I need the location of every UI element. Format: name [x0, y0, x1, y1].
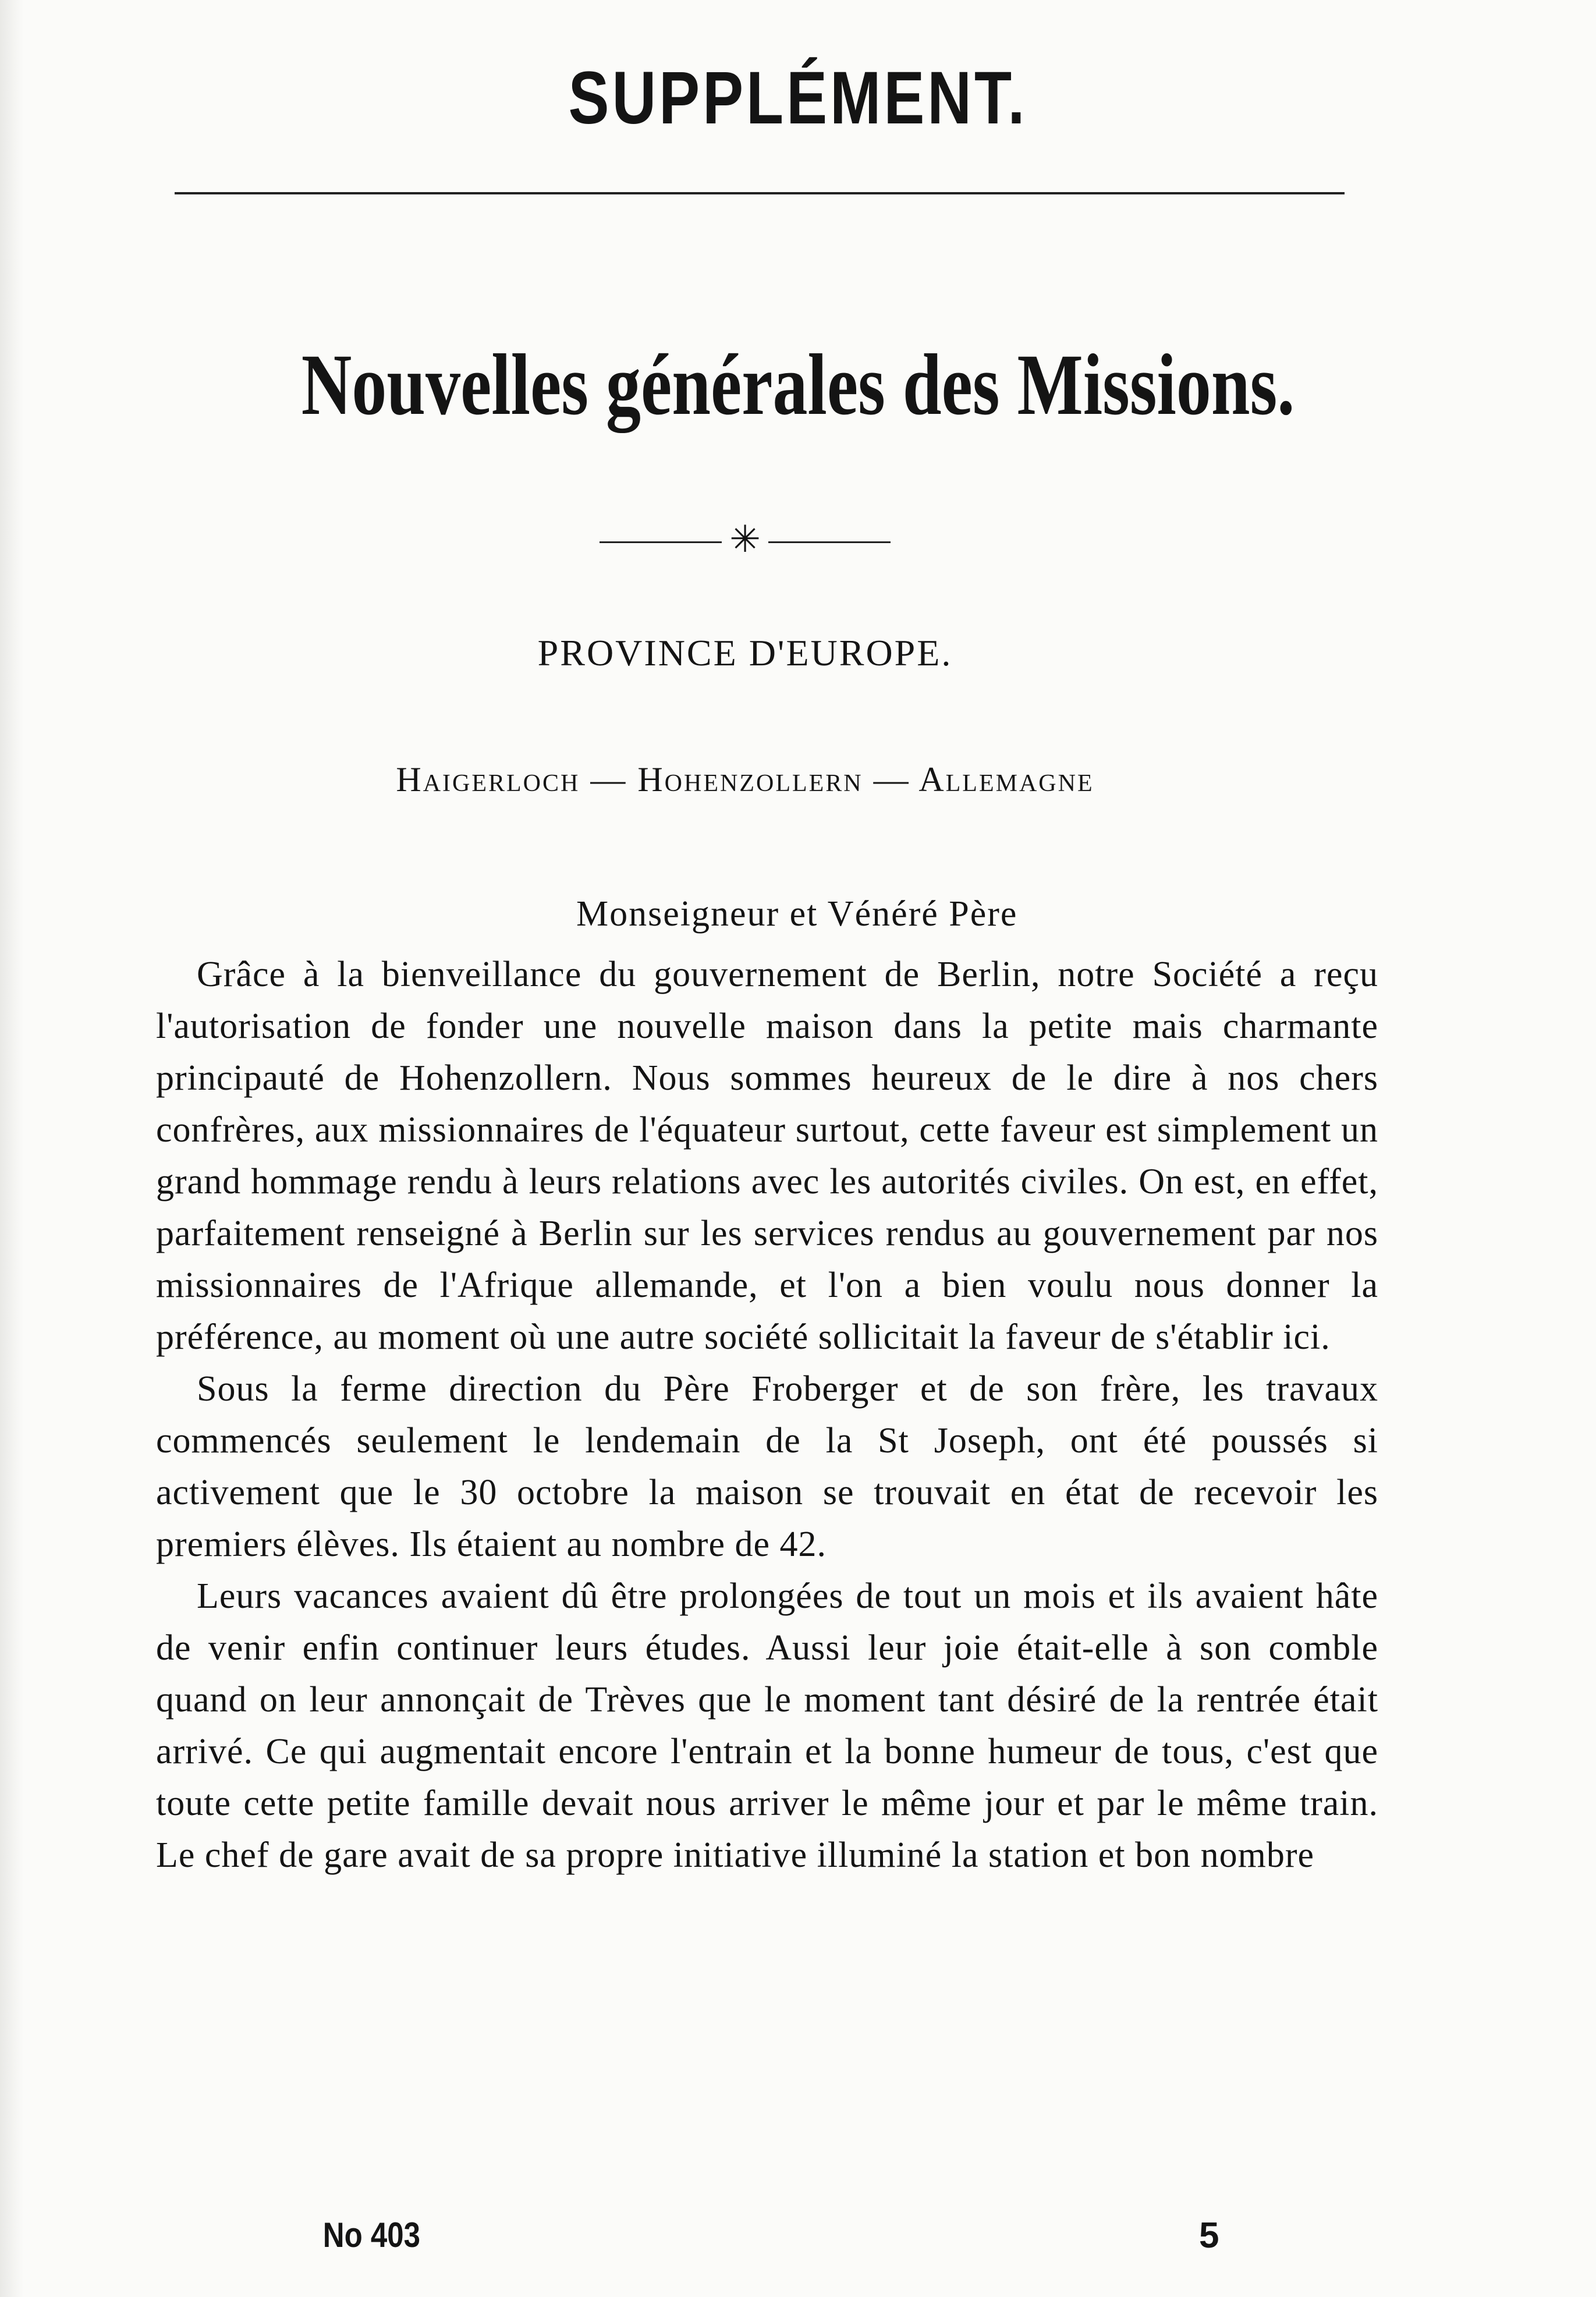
- paragraph: Grâce à la bienveillance du gouvernement de Berlin, notre Société a reçu l'autorisation de fonder une nouvelle maison dans la petite mais charmante principauté de Hohenzollern. Nous sommes heureux de le dire à nos chers confrères, aux missionnaires de l'équateur surtout, cette faveur est simplement un grand hommage rendu à leurs relations avec les autorités civiles. On est, en effet, parfaitement renseigné à Berlin sur les services rendus au gouvernement par nos missionnaires de l'Afrique allemande, et l'on a bien voulu nous donner la préférence, au moment où une autre société sollicitait la faveur de s'établir ici.: [156, 955, 1378, 1357]
- issue-number: No 403: [322, 2216, 421, 2255]
- ornament-rule-right: [768, 541, 891, 543]
- supplement-heading: SUPPLÉMENT.: [568, 56, 1028, 140]
- header-rule: [175, 192, 1345, 194]
- letter-body: [156, 949, 1378, 1881]
- section-ornament: [600, 519, 891, 560]
- letter-salutation: Monseigneur et Vénéré Père: [576, 894, 1018, 934]
- main-title: Nouvelles générales des Missions.: [301, 336, 1295, 433]
- location-heading: Haigerloch — Hohenzollern — Allemagne: [396, 760, 1094, 799]
- asterisk-ornament-icon: ✳: [729, 519, 761, 560]
- page-gutter-shadow: [0, 0, 23, 2297]
- paragraph: Leurs vacances avaient dû être prolongées de tout un mois et ils avaient hâte de venir enfin continuer leurs études. Aussi leur joie était-elle à son comble quand on leur annonçait de Trèves que le moment tant désiré de la rentrée était arrivé. Ce qui augmentait encore l'entrain et la bonne humeur de tous, c'est que toute cette petite famille devait nous arriver le même jour et par le même train. Le chef de gare avait de sa propre initiative illuminé la station et bon nombre: [156, 1576, 1378, 1875]
- province-heading: PROVINCE D'EUROPE.: [537, 632, 953, 673]
- paragraph: Sous la ferme direction du Père Froberger et de son frère, les travaux commencés seulement le lendemain de la St Joseph, ont été poussés si activement que le 30 octobre la maison se trouvait en état de recevoir les premiers élèves. Ils étaient au nombre de 42.: [156, 1369, 1378, 1564]
- ornament-rule-left: [600, 541, 722, 543]
- page-number: 5: [1199, 2216, 1219, 2256]
